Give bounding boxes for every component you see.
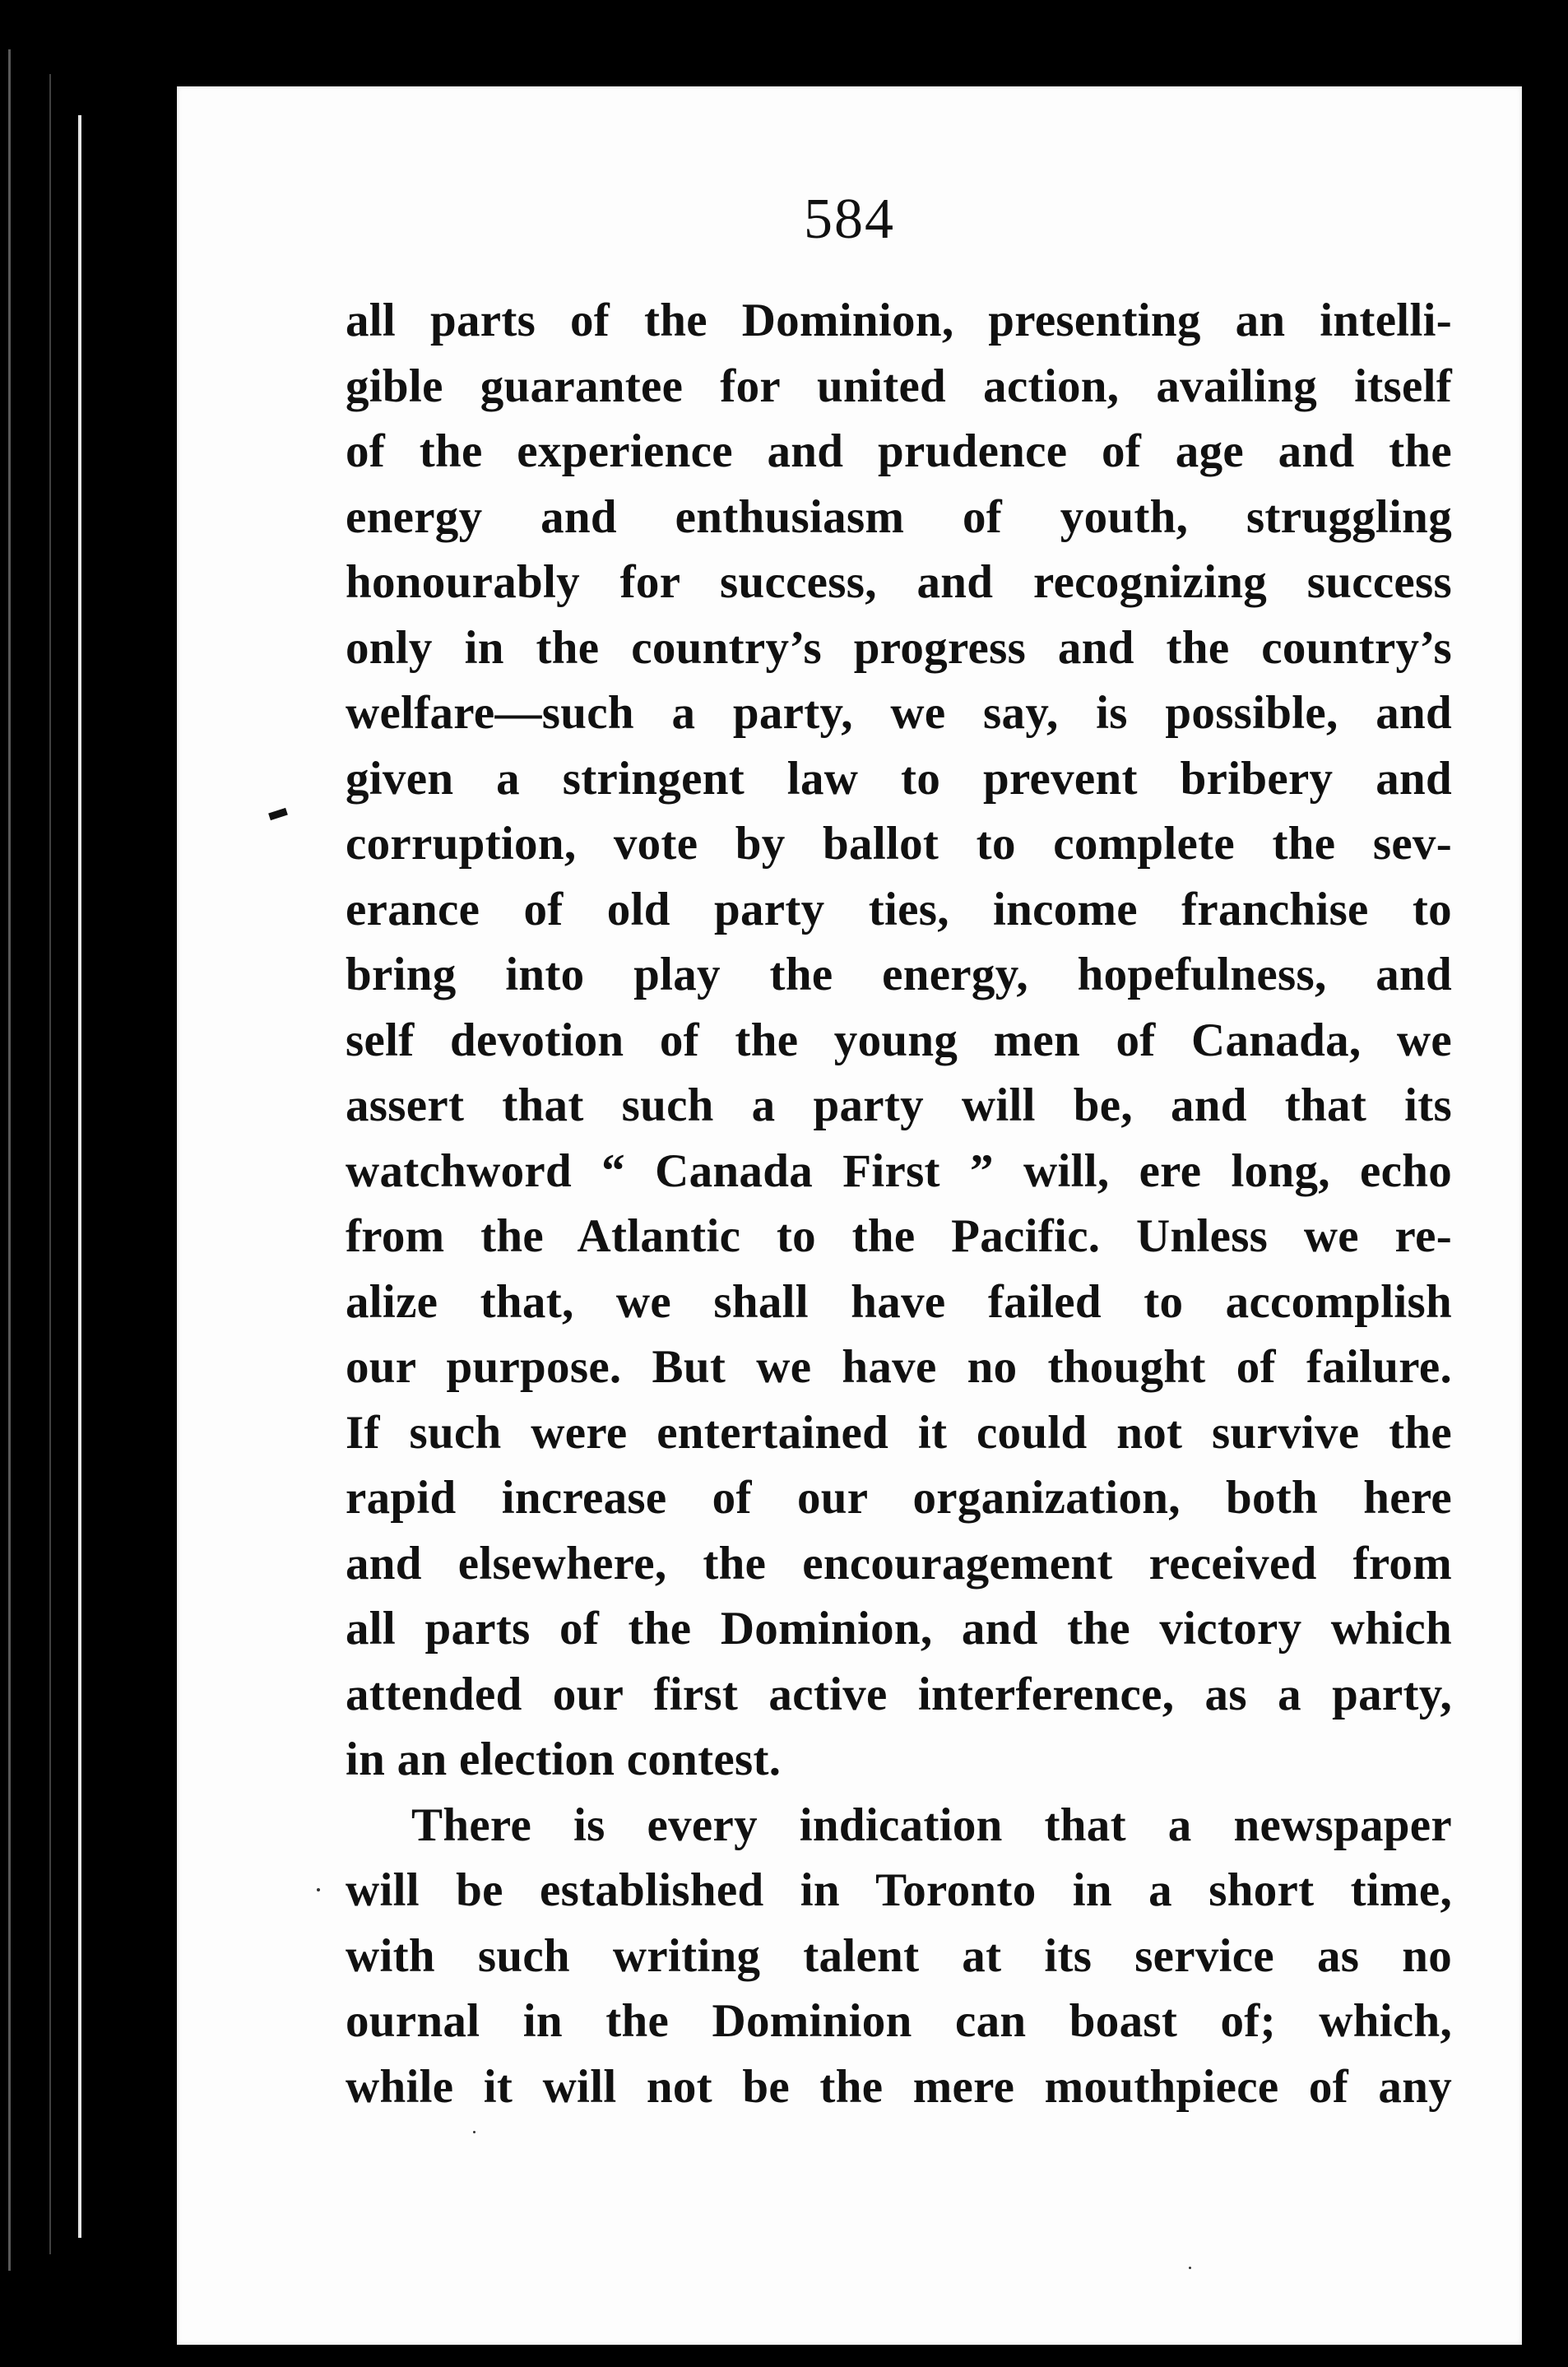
text-line: and elsewhere, the encouragement received from — [346, 1537, 1452, 1590]
text-line: gible guarantee for united action, availing itself — [346, 360, 1452, 412]
text-line: our purpose. But we have no thought of failure. — [346, 1341, 1452, 1393]
text-line: all parts of the Dominion, presenting an intelli- — [346, 295, 1452, 346]
text-line: from the Atlantic to the Pacific. Unless we re- — [346, 1210, 1452, 1262]
book-page — [177, 86, 1522, 2345]
text-line: only in the country’s progress and the country’s — [346, 621, 1452, 674]
text-line: while it will not be the mere mouthpiece of any — [346, 2060, 1452, 2113]
text-line: energy and enthusiasm of youth, struggling — [346, 490, 1452, 543]
text-line: welfare—such a party, we say, is possible, and — [346, 687, 1452, 739]
text-line: erance of old party ties, income franchise to — [346, 883, 1452, 935]
text-line: assert that such a party will be, and that its — [346, 1079, 1452, 1131]
text-line: There is every indication that a newspaper — [411, 1798, 1452, 1851]
text-line: in an election contest. — [346, 1733, 782, 1785]
text-line: alize that, we shall have failed to accomplish — [346, 1275, 1452, 1328]
text-line: bring into play the energy, hopefulness, and — [346, 949, 1452, 1000]
paragraph-1 — [346, 288, 1452, 1793]
text-line: corruption, vote by ballot to complete the sev- — [346, 818, 1452, 870]
text-line: attended our first active interference, as a party, — [346, 1668, 1452, 1720]
text-line: ournal in the Dominion can boast of; which, — [346, 1995, 1452, 2047]
text-line: watchword “ Canada First ” will, ere long, echo — [346, 1144, 1452, 1197]
text-line: self devotion of the young men of Canada, we — [346, 1014, 1452, 1066]
text-line: of the experience and prudence of age and the — [346, 425, 1452, 477]
text-line: rapid increase of our organization, both here — [346, 1472, 1452, 1524]
scan-left-border — [0, 0, 177, 2367]
body-text — [346, 288, 1452, 2119]
text-line: honourably for success, and recognizing success — [346, 556, 1452, 608]
scan-speck — [473, 2131, 476, 2133]
page-number: 584 — [804, 188, 895, 251]
margin-mark — [268, 808, 288, 820]
text-line: will be established in Toronto in a short time, — [346, 1864, 1452, 1916]
text-line: all parts of the Dominion, and the victory which — [346, 1603, 1452, 1655]
scan-speck — [1189, 2267, 1191, 2269]
scan-right-border — [1531, 0, 1568, 2367]
text-line: with such writing talent at its service as no — [346, 1929, 1452, 1982]
text-line: If such were entertained it could not survive the — [346, 1406, 1452, 1459]
scan-speck — [317, 1888, 320, 1891]
paragraph-2 — [346, 1793, 1452, 2120]
text-line: given a stringent law to prevent bribery and — [346, 752, 1452, 805]
